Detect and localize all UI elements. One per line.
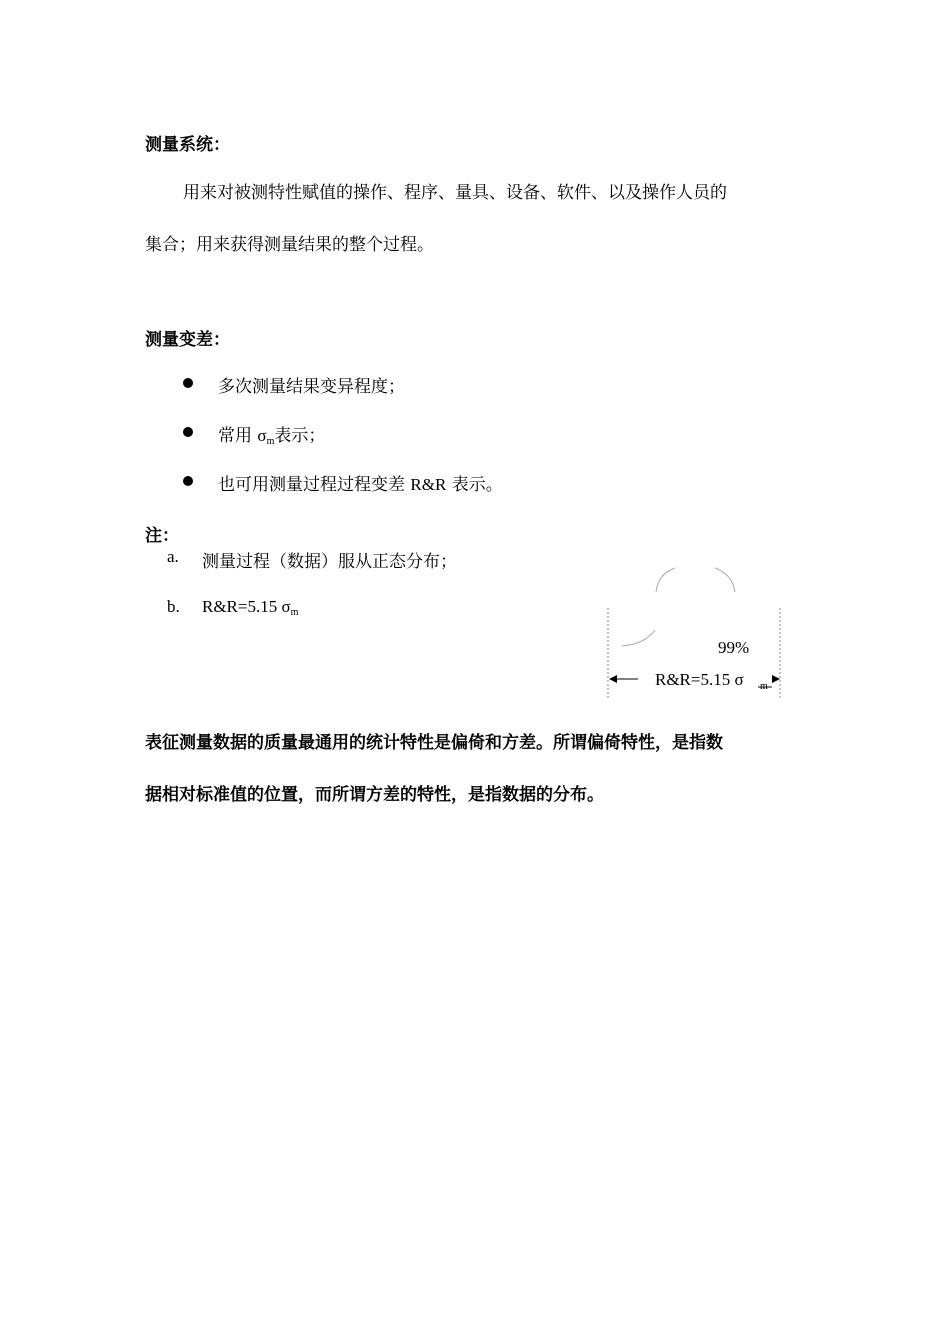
note-marker-b: b. bbox=[167, 597, 180, 616]
note-marker-a: a. bbox=[167, 547, 179, 566]
sigma-subscript: m bbox=[290, 607, 299, 618]
curve-left-tail bbox=[622, 630, 655, 646]
bullet-item-2-prefix: 常用 bbox=[218, 426, 258, 446]
rr-label: R&R bbox=[410, 475, 447, 494]
arrow-right-icon bbox=[772, 675, 780, 683]
summary-paragraph-line-2: 据相对标准值的位置，而所谓方差的特性，是指数据的分布。 bbox=[145, 785, 604, 805]
note-item-b-formula: R&R=5.15 bbox=[202, 597, 278, 616]
bullet-dot-icon bbox=[183, 378, 193, 388]
bullet-item-2 bbox=[218, 421, 325, 447]
sigma-symbol: σ bbox=[281, 597, 291, 616]
bullet-dot-icon bbox=[183, 476, 193, 486]
percent-label: 99% bbox=[718, 638, 750, 657]
arrow-left-icon bbox=[609, 675, 617, 683]
measurement-system-heading: 测量系统： bbox=[145, 135, 230, 155]
bullet-item-3-prefix: 也可用测量过程过程变差 bbox=[218, 475, 411, 495]
curve-right-shoulder bbox=[715, 568, 735, 592]
curve-left-shoulder bbox=[656, 568, 675, 592]
bullet-item-3 bbox=[218, 470, 503, 495]
note-item-a: 测量过程（数据）服从正态分布； bbox=[202, 552, 457, 572]
sigma-symbol: σ bbox=[257, 426, 267, 445]
note-heading: 注： bbox=[145, 526, 179, 546]
measurement-system-definition-line-1: 用来对被测特性赋值的操作、程序、量具、设备、软件、以及操作人员的 bbox=[183, 183, 727, 203]
bullet-dot-icon bbox=[183, 427, 193, 437]
range-label-subscript: m bbox=[760, 681, 768, 692]
bullet-item-1: 多次测量结果变异程度； bbox=[218, 377, 405, 397]
measurement-variation-heading: 测量变差： bbox=[145, 330, 230, 350]
bullet-item-2-suffix: 表示； bbox=[274, 426, 326, 446]
note-item-b bbox=[202, 597, 298, 618]
range-label: R&R=5.15 σ bbox=[655, 670, 744, 689]
summary-paragraph-line-1: 表征测量数据的质量最通用的统计特性是偏倚和方差。所谓偏倚特性，是指数 bbox=[145, 733, 723, 753]
bullet-item-3-suffix: 表示。 bbox=[446, 475, 503, 495]
normal-distribution-figure bbox=[600, 560, 800, 705]
measurement-system-definition-line-2: 集合；用来获得测量结果的整个过程。 bbox=[145, 235, 434, 255]
sigma-subscript: m bbox=[266, 436, 275, 447]
